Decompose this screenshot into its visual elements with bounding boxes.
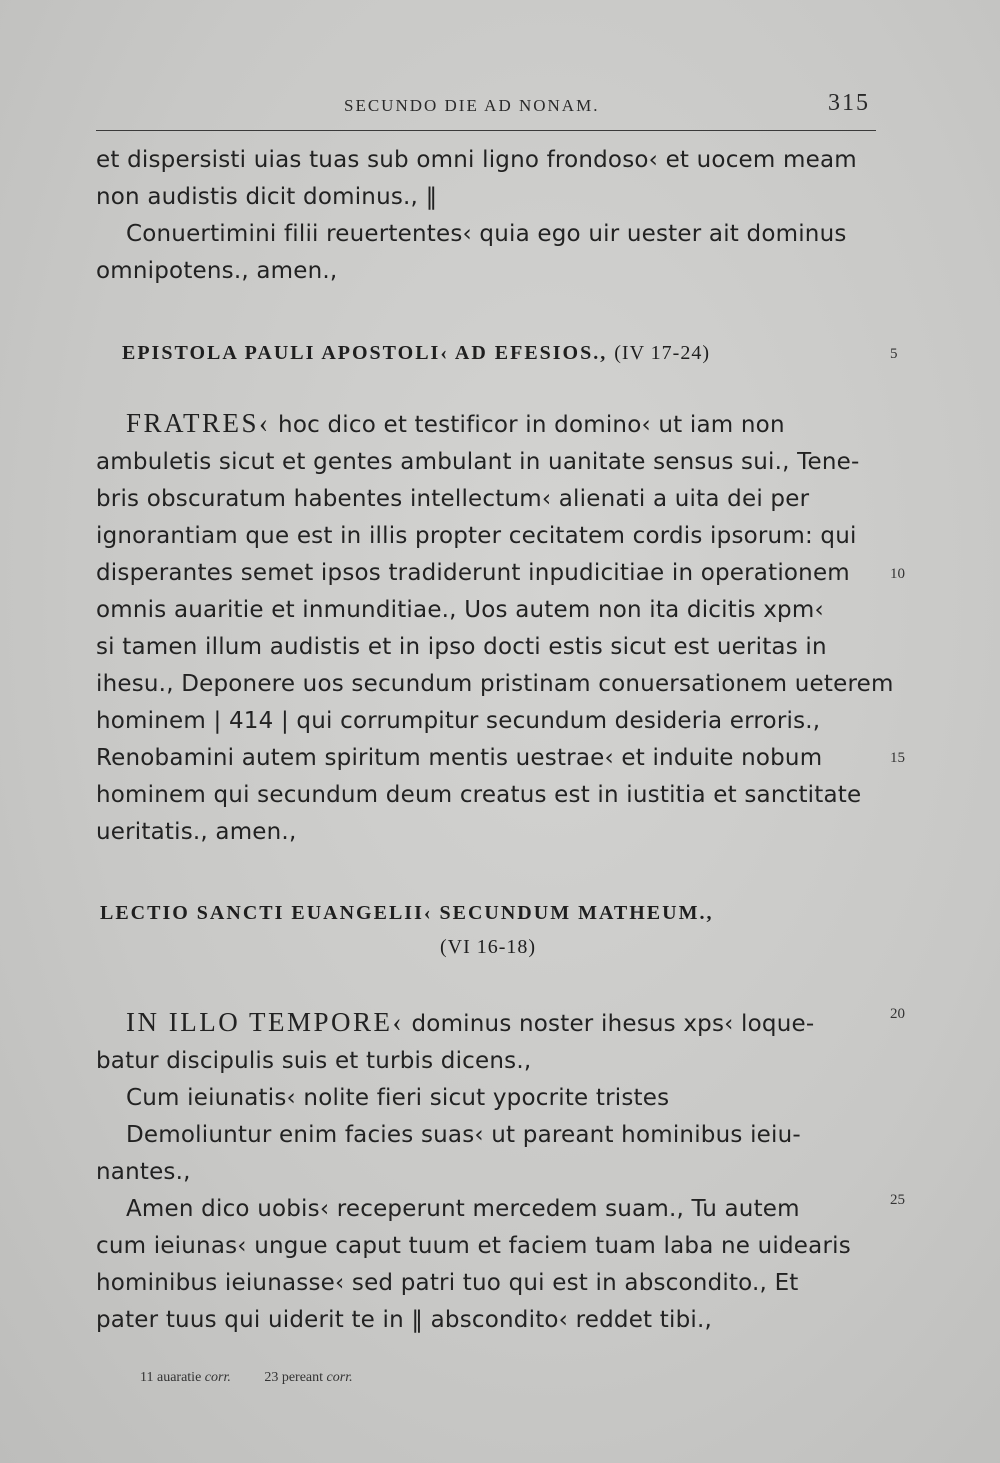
text-line: et dispersisti uias tuas sub omni ligno frondoso‹ et uocem meam [96,147,857,173]
footnotes [140,1370,383,1386]
incipit: IN ILLO TEMPORE‹ [126,1007,404,1037]
text-line: bris obscuratum habentes intellectum‹ alienati a uita dei per [96,486,810,512]
heading-title: EPISTOLA PAULI APOSTOLI‹ AD EFESIOS., [122,342,608,364]
epistle-heading [122,342,710,365]
text-line: pater tuus qui uiderit te in ‖ abscondito‹ reddet tibi., [96,1307,712,1333]
paragraph [96,405,894,851]
text-line-rest: dominus noster ihesus xps‹ loque- [403,1011,815,1037]
text-line: disperantes semet ipsos tradiderunt inpudicitiae in operationem [96,560,850,586]
text-line: si tamen illum audistis et in ipso docti estis sicut est ueritas in [96,634,827,660]
text-line: ignorantiam que est in illis propter cecitatem cordis ipsorum: qui [96,523,857,549]
text-line: nantes., [96,1159,191,1185]
text-line: ueritatis., amen., [96,819,297,845]
footnote [140,1370,231,1385]
footnote-text: 11 auaratie [140,1370,202,1385]
text-line: omnipotens., amen., [96,258,338,284]
text-line: hominibus ieiunasse‹ sed patri tuo qui est in abscondito., Et [96,1270,799,1296]
line-number: 25 [890,1192,905,1208]
page-number: 315 [828,90,870,116]
incipit: FRATRES‹ [126,408,271,438]
gospel-heading [100,902,713,925]
text-line: Cum ieiunatis‹ nolite fieri sicut ypocrite tristes [126,1085,670,1111]
text-line: omnis auaritie et inmunditiae., Uos autem non ita dicitis xpm‹ [96,597,824,623]
footnote-note: corr. [326,1370,353,1385]
heading-reference: (IV 17-24) [614,342,710,364]
text-line: cum ieiunas‹ ungue caput tuum et faciem tuam laba ne uidearis [96,1233,851,1259]
text-line: hominem | 414 | qui corrumpitur secundum desideria erroris., [96,708,821,734]
line-number: 5 [890,346,898,362]
running-title: SECUNDO DIE AD NONAM. [344,96,600,115]
header-rule [96,130,876,131]
text-line: Demoliuntur enim facies suas‹ ut pareant hominibus ieiu- [126,1122,801,1148]
text-line [96,1004,886,1043]
running-head [96,90,876,124]
line-number: 20 [890,1006,905,1022]
footnote [264,1370,352,1385]
text-line: non audistis dicit dominus., ‖ [96,184,438,210]
text-line: Renobamini autem spiritum mentis uestrae‹ et induite nobum [96,745,823,771]
text-block-epistle [96,405,894,851]
text-line: batur discipulis suis et turbis dicens., [96,1048,532,1074]
gospel-heading-reference-row [440,936,536,959]
paragraph [96,1004,886,1080]
footnote-note: corr. [204,1370,231,1385]
text-block-intro [96,142,886,290]
paragraph [96,1080,886,1117]
paragraph [96,216,886,290]
heading-reference: (VI 16-18) [440,936,537,958]
text-line: Amen dico uobis‹ receperunt mercedem suam., Tu autem [126,1196,800,1222]
text-line-rest: hoc dico et testificor in domino‹ ut iam non [270,412,785,438]
paragraph [96,1191,886,1339]
footnote-text: 23 pereant [264,1370,324,1385]
heading-title: LECTIO SANCTI EUANGELII‹ SECUNDUM MATHEUM., [100,902,714,924]
text-line [96,405,886,444]
paragraph [96,1117,886,1191]
line-number: 15 [890,750,905,766]
text-line: ambuletis sicut et gentes ambulant in uanitate sensus sui., Tene- [96,449,860,475]
paragraph [96,142,886,216]
text-line: Conuertimini filii reuertentes‹ quia ego uir uester ait dominus [126,221,847,247]
text-line: ihesu., Deponere uos secundum pristinam conuersationem ueterem [96,671,894,697]
line-number: 10 [890,566,905,582]
text-line: hominem qui secundum deum creatus est in iustitia et sanctitate [96,782,862,808]
text-block-gospel [96,1004,886,1339]
